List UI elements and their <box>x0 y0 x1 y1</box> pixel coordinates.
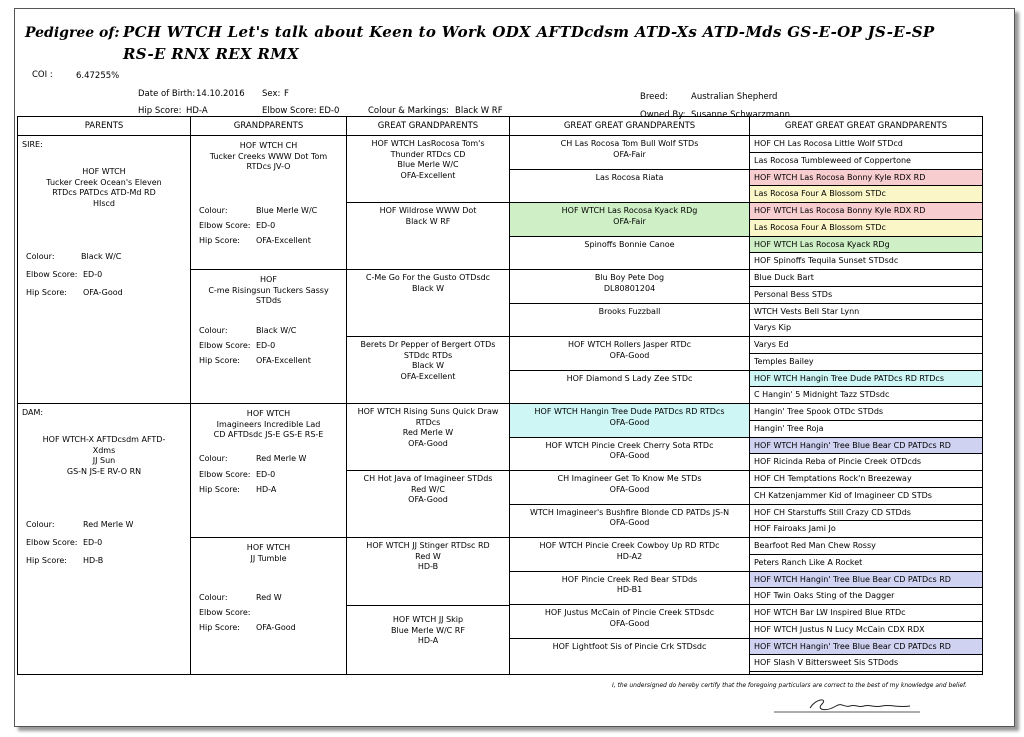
ggg-grandparent-row: HOF WTCH Las Rocosa Bonny Kyle RDX RD <box>750 203 982 220</box>
great-grandparent-cell <box>347 404 509 471</box>
grandparents-column <box>190 117 346 674</box>
name-line: Berets Dr Pepper of Bergert OTDs <box>360 340 496 349</box>
name-line: STDdc RTDs <box>403 350 453 360</box>
name-line: CH Hot Java of Imagineer STDds <box>363 474 493 483</box>
name-line: Las Rocosa Riata <box>595 172 664 182</box>
elbow-label: Elbow Score: <box>199 221 251 230</box>
name-line: HOF WTCH LasRocosa Tom's <box>371 139 485 148</box>
great-grandparent-cell <box>347 337 509 404</box>
name-line: HOF WTCH JJ Skip <box>392 615 464 624</box>
gg-grandparent-cell <box>510 505 749 539</box>
ggg-grandparents-column <box>749 117 982 674</box>
ggg-grandparent-row: HOF Fairoaks Jami Jo <box>750 521 982 538</box>
elbow-value: ED-0 <box>83 270 103 279</box>
name-line: HOF Diamond S Lady Zee STDc <box>566 373 693 383</box>
dob-value: 14.10.2016 <box>196 89 245 99</box>
gg-grandparent-cell <box>510 203 749 237</box>
gg-grandparent-cell <box>510 337 749 371</box>
name-line: HOF WTCH Rollers Jasper RTDc <box>567 340 692 349</box>
grandparent-cell <box>191 538 346 674</box>
name-line: STDds <box>255 296 282 305</box>
name-line: HOF WTCH JJ Stinger RTDsc RD <box>366 541 490 550</box>
name-line: HOF <box>260 275 277 284</box>
grandparent-cell <box>191 404 346 538</box>
colour-value: Red Merle W <box>256 454 307 463</box>
dam-hip <box>26 556 104 567</box>
sire-line: RTDcs PATDcs ATD-Md RD <box>52 188 156 197</box>
coi-label: COI : <box>32 70 53 80</box>
grandparents-header: GRANDPARENTS <box>191 117 346 136</box>
name-line: HOF WTCH Pincie Creek Cowboy Up RD RTDc <box>539 541 720 550</box>
dob-label: Date of Birth: <box>138 89 196 99</box>
ggg-grandparent-row: HOF WTCH Hangin' Tree Blue Bear CD PATDcs RD <box>750 438 982 455</box>
gp-colour <box>199 454 307 465</box>
name-line: OFA-Good <box>609 417 650 427</box>
signature <box>770 694 930 720</box>
name-line: DL80801204 <box>603 283 656 293</box>
name-line: RTDcs JV-O <box>246 162 291 171</box>
colour-value: Blue Merle W/C <box>256 206 318 215</box>
gg-grandparent-cell <box>510 136 749 170</box>
gg-grandparent-cell <box>510 371 749 405</box>
hip-label: Hip Score: <box>199 356 240 365</box>
dam-elbow <box>26 538 103 549</box>
elbow-value: ED-0 <box>256 221 276 230</box>
colour-label: Colour & Markings: <box>368 106 450 116</box>
hip-value: OFA-Good <box>256 623 296 632</box>
name-line: OFA-Good <box>408 495 448 504</box>
name-line: OFA-Excellent <box>400 170 456 180</box>
name-line: Red W/C <box>411 484 445 494</box>
sex-label: Sex: <box>262 89 281 99</box>
elbow-value: ED-0 <box>83 538 103 547</box>
great-grandparents-header: GREAT GRANDPARENTS <box>347 117 509 136</box>
name-line: HOF Pincie Creek Red Bear STDds <box>561 574 698 584</box>
name-line: HOF Wildrose WWW Dot <box>379 206 477 215</box>
gg-grandparent-cell <box>510 170 749 204</box>
gg-grandparent-cell <box>510 270 749 304</box>
name-line: Imagineers Incredible Lad <box>216 419 321 429</box>
name-line: Blu Boy Pete Dog <box>594 273 665 282</box>
name-line: CD AFTDsdc JS-E GS-E RS-E <box>213 430 324 439</box>
name-line: HOF Lightfoot Sis of Pincie Crk STDsdc <box>552 641 707 651</box>
dam-name <box>18 432 190 477</box>
name-line: OFA-Good <box>609 618 650 628</box>
ggg-grandparent-row: HOF CH Starstuffs Still Crazy CD STDds <box>750 505 982 522</box>
pedigree-label: Pedigree of: <box>25 25 120 41</box>
ggg-grandparent-row: HOF WTCH Bar LW Inspired Blue RTDc <box>750 605 982 622</box>
sire-line: HOF WTCH <box>82 167 126 176</box>
sire-line: Tucker Creek Ocean's Eleven <box>46 177 162 187</box>
name-line: Black W RF <box>405 216 451 226</box>
great-grandparent-cell <box>347 203 509 270</box>
hip-value: OFA-Excellent <box>256 356 311 365</box>
ggg-grandparent-row: Las Rocosa Four A Blossom STDc <box>750 186 982 203</box>
name-line: RTDcs <box>415 417 441 427</box>
colour-label: Colour: <box>199 206 228 215</box>
elbow-label: Elbow Score: <box>199 608 251 617</box>
colour-value: Black W/C <box>256 326 297 335</box>
ggg-grandparent-row: C Hangin' 5 Midnight Tazz STDsdc <box>750 387 982 404</box>
grandparent-cell <box>191 136 346 270</box>
name-line: Black W <box>411 361 445 370</box>
colour-label: Colour: <box>199 593 228 602</box>
gg-grandparents-column <box>509 117 749 674</box>
sire-cell <box>18 136 190 404</box>
ggg-grandparent-row: Las Rocosa Tumbleweed of Coppertone <box>750 153 982 170</box>
gp-colour <box>199 206 318 217</box>
name-line: OFA-Excellent <box>400 371 456 381</box>
ggg-grandparent-row: HOF WTCH Hangin' Tree Blue Bear CD PATDcs RD <box>750 572 982 589</box>
gp-hip <box>199 485 277 496</box>
sire-hip <box>26 288 123 299</box>
name-line: HOF WTCH <box>246 543 291 552</box>
colour-value: Red W <box>256 593 282 602</box>
name-line: Brooks Fuzzball <box>598 306 661 316</box>
ggg-grandparent-row: Varys Ed <box>750 337 982 354</box>
parents-column <box>18 117 190 674</box>
sire-colour <box>26 252 122 263</box>
name-line: OFA-Good <box>609 484 650 494</box>
name-line: JJ Tumble <box>250 553 287 563</box>
gp-elbow <box>199 221 276 232</box>
colour-label: Colour: <box>26 252 55 261</box>
gg-grandparent-cell <box>510 438 749 472</box>
ggg-grandparent-row: Las Rocosa Four A Blossom STDc <box>750 220 982 237</box>
ggg-grandparent-row: Hangin' Tree Spook OTDc STDds <box>750 404 982 421</box>
grandparent-name <box>191 540 346 564</box>
hip-label: Hip Score: <box>199 236 240 245</box>
hip-value: OFA-Excellent <box>256 236 311 245</box>
hip-label: Hip Score: <box>199 485 240 494</box>
hip-label: Hip Score: <box>26 288 67 297</box>
elbow-value: ED-0 <box>256 470 276 479</box>
name-line: HD-A <box>417 636 439 645</box>
name-line: OFA-Good <box>609 518 650 527</box>
pedigree-table <box>17 116 983 675</box>
grandparent-name <box>191 406 346 441</box>
elbow-label: Elbow Score: <box>26 538 78 547</box>
name-line: HOF Justus McCain of Pincie Creek STDsdc <box>544 608 715 617</box>
ggg-grandparent-row: HOF Twin Oaks Sting of the Dagger <box>750 588 982 605</box>
ggg-grandparent-row: Blue Duck Bart <box>750 270 982 287</box>
name-line: Thunder RTDcs CD <box>390 149 466 159</box>
hip-value: HD-A <box>256 485 277 494</box>
dam-line: Xdms <box>92 445 116 455</box>
ggg-grandparent-row: HOF WTCH Las Rocosa Kyack RDg <box>750 237 982 254</box>
name-line: Black W <box>411 283 445 293</box>
name-line: C-Me Go For the Gusto OTDsdc <box>365 273 491 282</box>
hip-label: Hip Score: <box>199 623 240 632</box>
ggg-grandparent-row: WTCH Vests Bell Star Lynn <box>750 304 982 321</box>
sire-name <box>18 164 190 209</box>
name-line: HD-B <box>417 562 439 571</box>
grandparent-cell <box>191 270 346 404</box>
gg-grandparent-cell <box>510 304 749 338</box>
gp-hip <box>199 623 296 634</box>
name-line: CH Imagineer Get To Know Me STDs <box>557 474 702 483</box>
gp-colour <box>199 593 282 604</box>
dam-colour <box>26 520 134 531</box>
ggg-grandparent-row: HOF Ricinda Reba of Pincie Creek OTDcds <box>750 454 982 471</box>
name-line: OFA-Fair <box>613 149 646 159</box>
elbow-label: Elbow Score: <box>262 106 317 116</box>
name-line: Spinoffs Bonnie Canoe <box>584 239 675 249</box>
colour-label: Colour: <box>199 326 228 335</box>
owner-label: Owned By: <box>640 110 686 120</box>
colour-value: Black W/C <box>81 252 122 261</box>
coi-value: 6.47255% <box>76 71 120 81</box>
name-line: HOF WTCH CH <box>239 141 298 150</box>
sire-role: SIRE: <box>22 140 43 149</box>
dog-title: PCH WTCH Let's talk about Keen to Work ODX AFTDcdsm ATD-Xs ATD-Mds GS-E-OP JS-E-SP RS-E RNX REX RMX <box>123 23 935 63</box>
name-line: HOF WTCH Pincie Creek Cherry Sota RTDc <box>545 440 714 450</box>
ggg-grandparent-row: HOF CH Temptations Rock'n Breezeway <box>750 471 982 488</box>
elbow-label: Elbow Score: <box>199 470 251 479</box>
ggg-grandparent-row: Bearfoot Red Man Chew Rossy <box>750 538 982 555</box>
hip-value: HD-B <box>83 556 104 565</box>
great-grandparent-cell <box>347 471 509 538</box>
ggg-grandparent-row: Personal Bess STDs <box>750 287 982 304</box>
breed-value: Australian Shepherd <box>691 92 778 102</box>
gp-elbow <box>199 608 250 619</box>
breed-label: Breed: <box>640 92 668 102</box>
name-line: CH Las Rocosa Tom Bull Wolf STDs <box>560 139 699 148</box>
name-line: OFA-Fair <box>613 216 646 226</box>
dam-role: DAM: <box>22 408 44 417</box>
ggg-grandparents-header: GREAT GREAT GREAT GRANDPARENTS <box>750 117 982 136</box>
great-grandparent-cell <box>347 538 509 606</box>
dam-line: GS-N JS-E RV-O RN <box>66 466 142 476</box>
elbow-label: Elbow Score: <box>26 270 78 279</box>
elbow-value: ED-0 <box>256 341 276 350</box>
name-line: Red W <box>415 551 441 561</box>
gp-elbow <box>199 341 276 352</box>
gg-grandparent-cell <box>510 639 749 673</box>
certification-text: I, the undersigned do hereby certify that the foregoing particulars are correct to the best of my knowledge and belief. <box>612 682 967 689</box>
colour-label: Colour: <box>26 520 55 529</box>
name-line: Blue Merle W/C RF <box>391 625 465 635</box>
parents-header: PARENTS <box>18 117 190 136</box>
great-grandparent-cell <box>347 136 509 203</box>
great-grandparent-cell <box>347 606 509 674</box>
name-line: HOF WTCH Rising Suns Quick Draw <box>357 407 499 416</box>
colour-value: Red Merle W <box>83 520 134 529</box>
sire-elbow <box>26 270 103 281</box>
name-line: C-me Risingsun Tuckers Sassy <box>208 285 329 295</box>
ggg-grandparent-row: Varys Kip <box>750 320 982 337</box>
name-line: Tucker Creeks WWW Dot Tom <box>209 151 328 161</box>
ggg-grandparent-row: Peters Ranch Like A Rocket <box>750 555 982 572</box>
name-line: HD-B1 <box>616 585 643 594</box>
ggg-grandparent-row: CH Katzenjammer Kid of Imagineer CD STDs <box>750 488 982 505</box>
hip-label: Hip Score: <box>26 556 67 565</box>
great-grandparent-cell <box>347 270 509 337</box>
name-line: HOF WTCH <box>246 409 291 418</box>
name-line: HOF WTCH Hangin Tree Dude PATDcs RD RTDcs <box>534 407 725 416</box>
name-line: Blue Merle W/C <box>397 160 459 169</box>
hip-label: Hip Score: <box>138 106 182 116</box>
name-line: HOF WTCH Las Rocosa Kyack RDg <box>561 206 698 215</box>
gp-colour <box>199 326 297 337</box>
name-line: OFA-Good <box>609 350 650 360</box>
colour-label: Colour: <box>199 454 228 463</box>
elbow-value: ED-0 <box>319 106 340 116</box>
gg-grandparent-cell <box>510 605 749 639</box>
colour-value: Black W RF <box>455 106 503 116</box>
gp-hip <box>199 356 311 367</box>
name-line: OFA-Good <box>609 451 650 460</box>
sire-line: HIscd <box>92 198 116 208</box>
sex-value: F <box>284 89 289 99</box>
elbow-label: Elbow Score: <box>199 341 251 350</box>
gg-grandparent-cell <box>510 538 749 572</box>
ggg-grandparent-row: HOF CH Las Rocosa Little Wolf STDcd <box>750 136 982 153</box>
name-line: OFA-Good <box>408 438 448 448</box>
gg-grandparent-cell <box>510 404 749 438</box>
gg-grandparent-cell <box>510 572 749 606</box>
ggg-grandparent-row: HOF Slash V Bittersweet Sis STDods <box>750 655 982 672</box>
ggg-grandparent-row: Hangin' Tree Roja <box>750 421 982 438</box>
owner-value: Susanne Schwarzmann <box>691 110 790 120</box>
ggg-grandparent-row: HOF Spinoffs Tequila Sunset STDsdc <box>750 253 982 270</box>
gg-grandparent-cell <box>510 237 749 271</box>
dam-cell <box>18 404 190 674</box>
ggg-grandparent-row: HOF WTCH Hangin' Tree Blue Bear CD PATDcs RD <box>750 639 982 656</box>
ggg-grandparent-row: Temples Bailey <box>750 354 982 371</box>
dam-line: JJ Sun <box>92 456 116 465</box>
name-line: WTCH Imagineer's Bushfire Blonde CD PATDs JS-N <box>529 507 730 517</box>
hip-value: OFA-Good <box>83 288 123 297</box>
dam-line: HOF WTCH-X AFTDcsdm AFTD- <box>42 435 166 444</box>
gg-grandparents-header: GREAT GREAT GRANDPARENTS <box>510 117 749 136</box>
gp-hip <box>199 236 311 247</box>
great-grandparents-column <box>346 117 509 674</box>
ggg-grandparent-row: HOF WTCH Justus N Lucy McCain CDX RDX <box>750 622 982 639</box>
ggg-grandparent-row: HOF WTCH Las Rocosa Bonny Kyle RDX RD <box>750 170 982 187</box>
name-line: Red Merle W <box>402 428 454 437</box>
gg-grandparent-cell <box>510 471 749 505</box>
ggg-grandparent-row: HOF WTCH Hangin Tree Dude PATDcs RD RTDcs <box>750 371 982 388</box>
gp-elbow <box>199 470 276 481</box>
hip-value: HD-A <box>186 106 208 116</box>
name-line: HD-A2 <box>616 551 643 561</box>
grandparent-name <box>191 272 346 307</box>
grandparent-name <box>191 138 346 173</box>
